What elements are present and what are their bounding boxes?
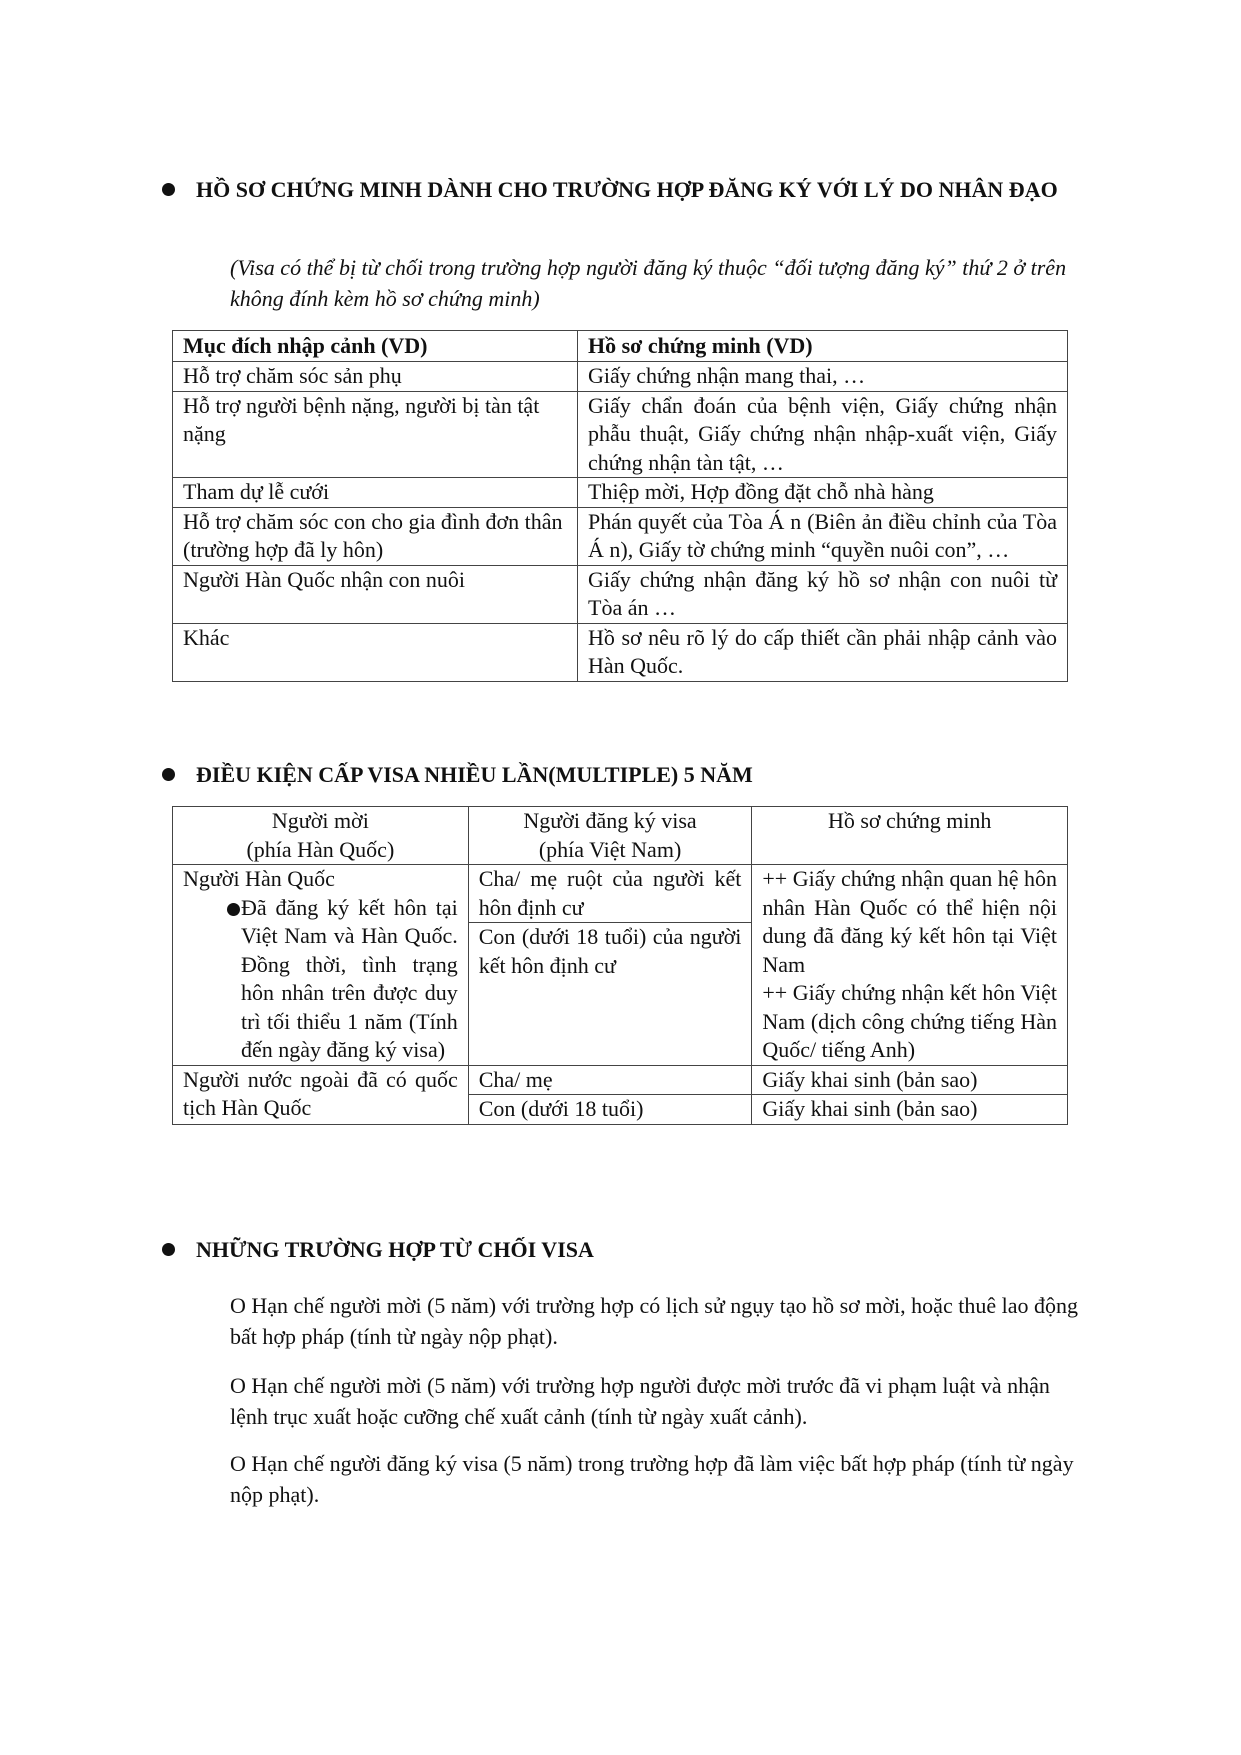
column-header: Mục đích nhập cảnh (VD) [173,331,578,362]
refusal-paragraph: O Hạn chế người mời (5 năm) với trường hợp có lịch sử ngụy tạo hồ sơ mời, hoặc thuê lao động bất hợp pháp (tính từ ngày nộp phạt). [230,1293,1078,1349]
section-heading-multiple-visa [196,760,1096,790]
applicant-cell: Cha/ mẹ ruột của người kết hôn định cư [468,865,752,923]
inviter-condition [183,894,458,1065]
table-row [173,865,1068,923]
condition-text: Đã đăng ký kết hôn tại Việt Nam và Hàn Quốc. Đồng thời, tình trạng hôn nhân trên được duy trì tối thiểu 1 năm (Tính đến ngày đăng ký visa) [241,894,458,1062]
section-heading-humanitarian [196,175,1096,205]
table-cell: Hỗ trợ người bệnh nặng, người bị tàn tật nặng [173,391,578,478]
bullet-icon [162,1243,175,1256]
table-cell: Giấy chứng nhận mang thai, … [578,362,1068,392]
table-row [173,507,1068,565]
table-row [173,1065,1068,1095]
header-line: Người mời [271,808,369,833]
table-cell: Người Hàn Quốc nhận con nuôi [173,565,578,623]
bullet-icon [162,768,175,781]
humanitarian-documents-table [172,330,1068,682]
column-header: Hồ sơ chứng minh (VD) [578,331,1068,362]
inviter-cell [173,865,469,1066]
table-cell: Thiệp mời, Hợp đồng đặt chỗ nhà hàng [578,478,1068,508]
documents-cell: Giấy khai sinh (bản sao) [752,1095,1068,1125]
header-line: (phía Hàn Quốc) [246,836,395,862]
applicant-cell: Con (dưới 18 tuổi) của người kết hôn định cư [468,923,752,1066]
table-cell: Giấy chẩn đoán của bệnh viện, Giấy chứng nhận phẫu thuật, Giấy chứng nhận nhập-xuất viện, Giấy chứng nhận tàn tật, … [578,391,1068,478]
bullet-icon [227,903,240,916]
table-cell: Tham dự lễ cưới [173,478,578,508]
table-cell: Khác [173,623,578,681]
section-title: NHỮNG TRƯỜNG HỢP TỪ CHỐI VISA [196,1237,594,1262]
table-cell: Giấy chứng nhận đăng ký hồ sơ nhận con nuôi từ Tòa án … [578,565,1068,623]
header-line: Người đăng ký visa [523,808,697,833]
table-cell: Phán quyết của Tòa Á n (Biên ản điều chỉnh của Tòa Á n), Giấy tờ chứng minh “quyền nuôi con”, … [578,507,1068,565]
section-heading-visa-refusal [196,1235,1096,1265]
inviter-cell: Người nước ngoài đã có quốc tịch Hàn Quốc [173,1065,469,1124]
column-header [468,807,752,865]
table-header-row [173,807,1068,865]
applicant-cell: Con (dưới 18 tuổi) [468,1095,752,1125]
header-line: Hồ sơ chứng minh [827,808,992,833]
documents-cell: ++ Giấy chứng nhận quan hệ hôn nhân Hàn Quốc có thể hiện nội dung đã đăng ký kết hôn tại Việt Nam ++ Giấy chứng nhận kết hôn Việt Nam (dịch công chứng tiếng Hàn Quốc/ tiếng Anh) [752,865,1068,1066]
table-row [173,478,1068,508]
applicant-cell: Cha/ mẹ [468,1065,752,1095]
table-cell: Hỗ trợ chăm sóc con cho gia đình đơn thân (trường hợp đã ly hôn) [173,507,578,565]
section-title: HỒ SƠ CHỨNG MINH DÀNH CHO TRƯỜNG HỢP ĐĂNG KÝ VỚI LÝ DO NHÂN ĐẠO [196,177,1058,202]
refusal-paragraph: O Hạn chế người đăng ký visa (5 năm) trong trường hợp đã làm việc bất hợp pháp (tính từ ngày nộp phạt). [230,1451,1074,1507]
table-row [173,623,1068,681]
column-header [752,807,1068,865]
section-title: ĐIỀU KIỆN CẤP VISA NHIỀU LẦN(MULTIPLE) 5 NĂM [196,762,753,787]
table-cell: Hồ sơ nêu rõ lý do cấp thiết cần phải nhập cảnh vào Hàn Quốc. [578,623,1068,681]
refusal-paragraph: O Hạn chế người mời (5 năm) với trường hợp người được mời trước đã vi phạm luật và nhận lệnh trục xuất hoặc cưỡng chế xuất cảnh (tính từ ngày xuất cảnh). [230,1373,1050,1429]
multiple-visa-conditions-table [172,806,1068,1125]
table-row [173,565,1068,623]
header-line: (phía Việt Nam) [538,836,682,862]
inviter-title: Người Hàn Quốc [183,866,335,891]
column-header [173,807,469,865]
table-row [173,391,1068,478]
documents-cell: Giấy khai sinh (bản sao) [752,1065,1068,1095]
table-header-row [173,331,1068,362]
table-cell: Hỗ trợ chăm sóc sản phụ [173,362,578,392]
section-note: (Visa có thể bị từ chối trong trường hợp người đăng ký thuộc “đối tượng đăng ký” thứ 2 ở trên không đính kèm hồ sơ chứng minh) [230,255,1067,311]
table-row [173,362,1068,392]
bullet-icon [162,183,175,196]
